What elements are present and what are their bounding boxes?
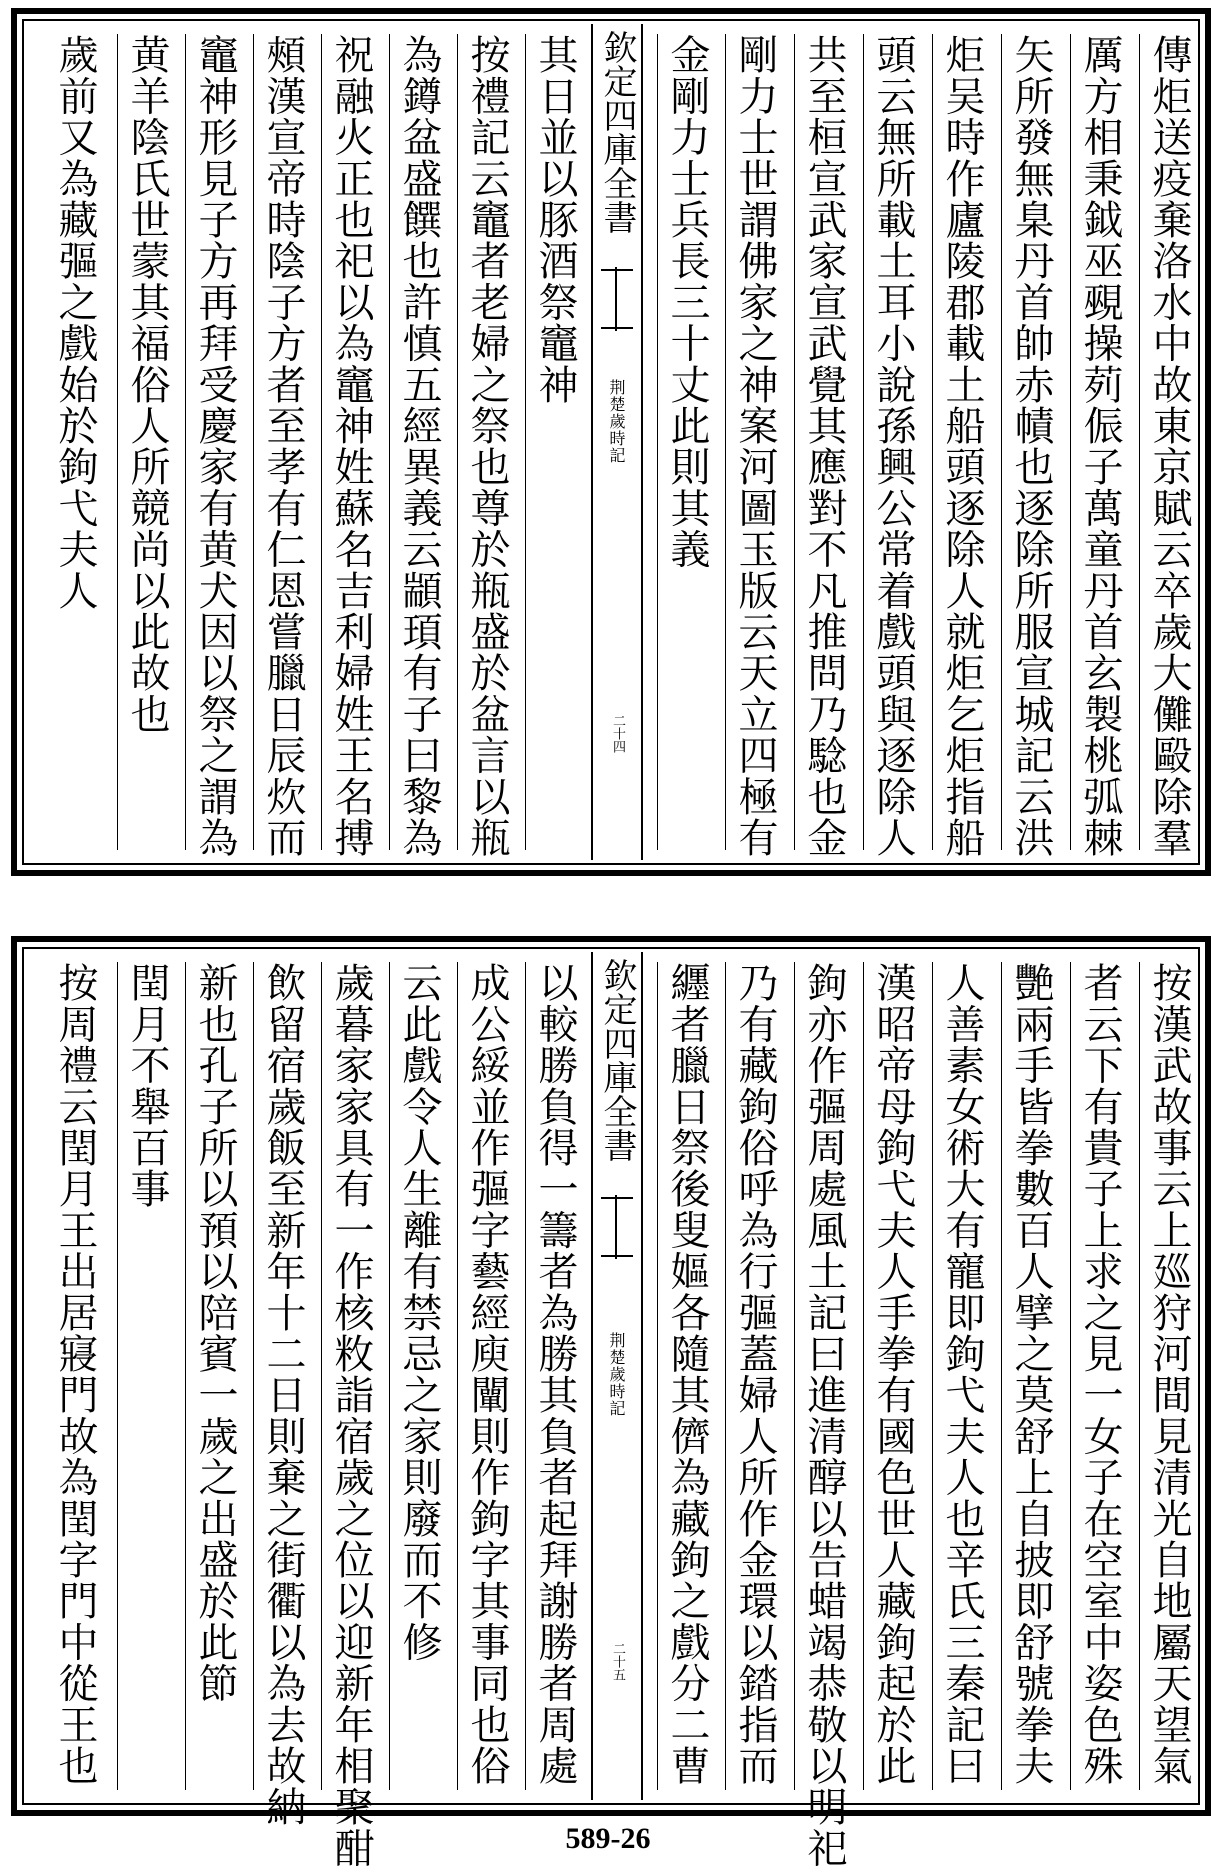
text-column: 云此戲令人生離有禁忌之家則廢而不修 <box>389 962 449 1790</box>
text-column: 黄羊陰氏世蒙其福俗人所競尚以此故也 <box>117 34 177 850</box>
text-column: 歲前又為藏彄之戲始於鉤弋夫人 <box>52 34 98 611</box>
text-column: 按漢武故事云上廵狩河間見清光自地屬天望氣 <box>1139 962 1199 1790</box>
text-column: 共至桓宣武家宣武覺其應對不凡推問乃騐也金 <box>794 34 854 850</box>
text-column: 矢所發無臬丹首帥赤幘也逐除所服宣城記云洪 <box>1001 34 1061 850</box>
text-column: 鉤亦作彄周處風土記曰進清醇以告蜡竭恭敬以明祀 <box>794 962 854 1790</box>
text-column: 頰漢宣帝時陰子方者至孝有仁恩嘗臘日辰炊而 <box>253 34 313 850</box>
gutter-title: 欽定四庫全書 <box>597 30 637 234</box>
center-gutter <box>591 952 643 1800</box>
gutter-book-title: 荆楚歲時記 <box>607 379 626 464</box>
text-column: 炬吴時作廬陵郡載土船頭逐除人就炬乞炬指船 <box>932 34 992 850</box>
fish-tail-mark <box>601 269 633 329</box>
text-column: 竈神形見子方再拜受慶家有黄犬因以祭之謂為 <box>185 34 245 850</box>
text-column: 厲方相秉鉞巫覡操茢侲子萬童丹首玄製桃弧棘 <box>1070 34 1130 850</box>
page-number-footer: 589-26 <box>565 1822 651 1855</box>
top-page <box>11 8 1211 876</box>
text-column: 新也孔子所以預以陪賓一歲之出盛於此節 <box>185 962 245 1790</box>
text-column: 歲暮家家具有一作核敉詣宿歲之位以迎新年相聚酣 <box>321 962 381 1790</box>
text-column: 閏月不舉百事 <box>117 962 177 1790</box>
center-gutter <box>591 24 643 860</box>
text-column: 傳炬送疫棄洛水中故東京賦云卒歲大儺毆除羣 <box>1139 34 1199 850</box>
text-column: 頭云無所載土耳小說孫興公常着戲頭與逐除人 <box>863 34 923 850</box>
text-column: 其日並以豚酒祭竈神 <box>525 34 585 850</box>
text-column: 剛力士世謂佛家之神案河圖玉版云天立四極有 <box>725 34 785 850</box>
gutter-book-title: 荆楚歲時記 <box>607 1332 626 1417</box>
text-column: 人善素女術大有寵即鉤弋夫人也辛氏三秦記曰 <box>932 962 992 1790</box>
text-column: 艷兩手皆拳數百人擘之莫舒上自披即舒號拳夫 <box>1001 962 1061 1790</box>
text-column: 成公綏並作彄字藝經庾闡則作鉤字其事同也俗 <box>457 962 517 1790</box>
text-column: 纒者臘日祭後叟嫗各隨其儕為藏鉤之戲分二曹 <box>657 962 717 1790</box>
text-column: 以較勝負得一籌者為勝其負者起拜謝勝者周處 <box>525 962 585 1790</box>
text-column: 飲留宿歲飯至新年十二日則棄之街衢以為去故納 <box>253 962 313 1790</box>
text-column: 為鐏盆盛饌也許慎五經異義云顓頊有子曰黎為 <box>389 34 449 850</box>
gutter-page-number: 二十四 <box>610 714 625 753</box>
text-column: 按周禮云閏月王出居寢門故為閏字門中從王也 <box>52 962 98 1786</box>
gutter-page-number: 二十五 <box>610 1642 625 1681</box>
text-column: 者云下有貴子上求之見一女子在空室中姿色殊 <box>1070 962 1130 1790</box>
text-column: 乃有藏鉤俗呼為行彄蓋婦人所作金環以錔指而 <box>725 962 785 1790</box>
text-column: 金剛力士兵長三十丈此則其義 <box>657 34 717 850</box>
text-column: 祝融火正也祀以為竈神姓蘇名吉利婦姓王名搏 <box>321 34 381 850</box>
text-column: 漢昭帝母鉤弋夫人手拳有國色世人藏鉤起於此 <box>863 962 923 1790</box>
fish-tail-mark <box>601 1197 633 1257</box>
gutter-title: 欽定四庫全書 <box>597 958 637 1162</box>
text-column: 按禮記云竈者老婦之祭也尊於瓶盛於盆言以瓶 <box>457 34 517 850</box>
